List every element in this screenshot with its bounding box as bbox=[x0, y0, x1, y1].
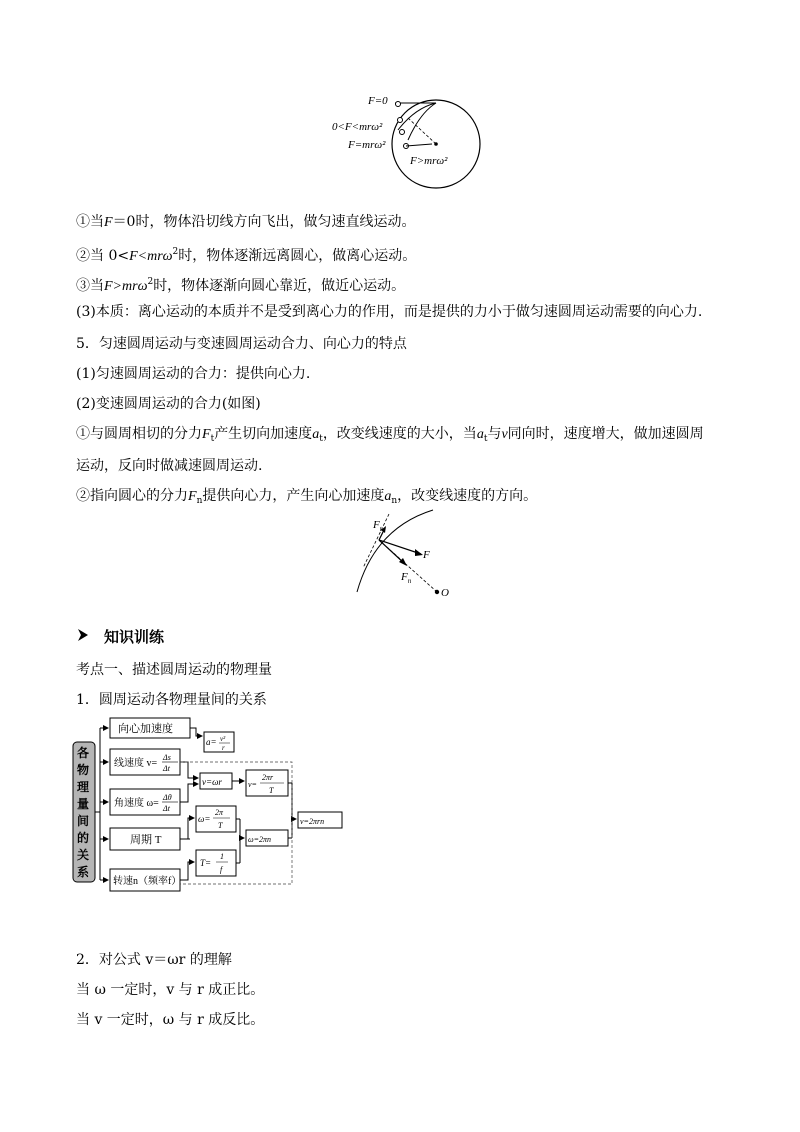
angular-num: Δθ bbox=[163, 793, 172, 802]
formula-a-num: v² bbox=[220, 735, 226, 743]
box-angular: 角速度 ω= bbox=[114, 798, 159, 809]
formula-t-den: f bbox=[220, 865, 223, 874]
formula-v2pi-num: 2πr bbox=[262, 773, 274, 782]
text-line-1: ①当F＝0时，物体沿切线方向飞出，做匀速直线运动。 bbox=[76, 214, 416, 230]
formula-final: v=2πrn bbox=[300, 817, 325, 826]
svg-text:量: 量 bbox=[77, 797, 90, 811]
formula-a: a= bbox=[206, 737, 217, 747]
label-f-zero: F=0 bbox=[368, 95, 388, 107]
formula-omega: ω= bbox=[198, 814, 211, 824]
formula-v: v=ωr bbox=[202, 777, 222, 787]
svg-text:理: 理 bbox=[77, 780, 90, 794]
relationship-diagram bbox=[70, 714, 380, 894]
formula-t-num: 1 bbox=[220, 852, 224, 861]
text-last-1: 当 ω 一定时，v 与 r 成正比。 bbox=[76, 982, 265, 998]
svg-text:物: 物 bbox=[77, 763, 90, 777]
text-line-5: 5．匀速圆周运动与变速圆周运动合力、向心力的特点 bbox=[76, 336, 407, 352]
box-linear: 线速度 v= bbox=[114, 758, 158, 769]
formula-w2pin: ω=2πn bbox=[248, 835, 272, 844]
label-o: O bbox=[441, 587, 449, 599]
section-heading: 知识训练 bbox=[76, 626, 164, 647]
text-line-10: ②指向圆心的分力$F_n$提供向心力，产生向心加速度$a_n$，改变线速度的方向。 bbox=[76, 488, 538, 506]
label-ft: $F_t$ bbox=[373, 519, 382, 533]
text-line-7: (2)变速圆周运动的合力(如图) bbox=[76, 396, 261, 412]
linear-num: Δs bbox=[163, 753, 171, 762]
kaodian-title: 考点一、描述圆周运动的物理量 bbox=[76, 662, 272, 678]
formula-omega-den: T bbox=[218, 821, 223, 830]
formula-v2pi: v= bbox=[248, 780, 257, 789]
box-rpm: 转速n（频率f） bbox=[113, 876, 182, 887]
svg-text:系: 系 bbox=[77, 865, 90, 879]
text-line-4: (3)本质：离心运动的本质并不是受到离心力的作用，而是提供的力小于做匀速圆周运动需要的向心力. bbox=[76, 304, 703, 320]
item-2: 2．对公式 v＝ωr 的理解 bbox=[76, 952, 232, 968]
svg-text:关: 关 bbox=[77, 848, 90, 862]
label-f-greater: F>mrω² bbox=[410, 155, 448, 167]
text-line-9: 运动，反向时做减速圆周运动. bbox=[76, 458, 263, 474]
force-decomposition-figure bbox=[345, 508, 465, 600]
text-line-8: ①与圆周相切的分力$F_t$产生切向加速度$a_t$，改变线速度的大小，当$a_t$与v同向时，速度增大，做加速圆周 bbox=[76, 426, 704, 444]
formula-t: T= bbox=[200, 858, 212, 868]
linear-den: Δt bbox=[163, 764, 170, 773]
centrifugal-figure bbox=[320, 88, 490, 190]
item-1: 1．圆周运动各物理量间的关系 bbox=[76, 692, 267, 708]
label-f-equal: F=mrω² bbox=[348, 139, 386, 151]
svg-text:的: 的 bbox=[77, 831, 90, 845]
text-last-2: 当 v 一定时，ω 与 r 成反比。 bbox=[76, 1012, 265, 1028]
label-fn: $F_n$ bbox=[401, 571, 412, 585]
arrow-icon bbox=[76, 628, 94, 646]
svg-text:各: 各 bbox=[77, 746, 90, 760]
text-line-2: ②当 0<F<mrω$^2$时，物体逐渐远离圆心，做离心运动。 bbox=[76, 247, 417, 264]
formula-omega-num: 2π bbox=[215, 808, 224, 817]
label-f-between: 0<F<mrω² bbox=[332, 121, 383, 133]
angular-den: Δt bbox=[163, 804, 170, 813]
box-centripetal: 向心加速度 bbox=[118, 723, 173, 735]
label-f: F bbox=[423, 549, 430, 561]
formula-a-den: r bbox=[222, 744, 225, 752]
formula-v2pi-den: T bbox=[269, 786, 274, 795]
box-period: 周期 T bbox=[130, 834, 162, 846]
text-line-3: ③当F>mrω$^2$时，物体逐渐向圆心靠近，做近心运动。 bbox=[76, 277, 406, 294]
text-line-6: (1)匀速圆周运动的合力：提供向心力. bbox=[76, 366, 311, 382]
svg-text:间: 间 bbox=[77, 814, 90, 828]
